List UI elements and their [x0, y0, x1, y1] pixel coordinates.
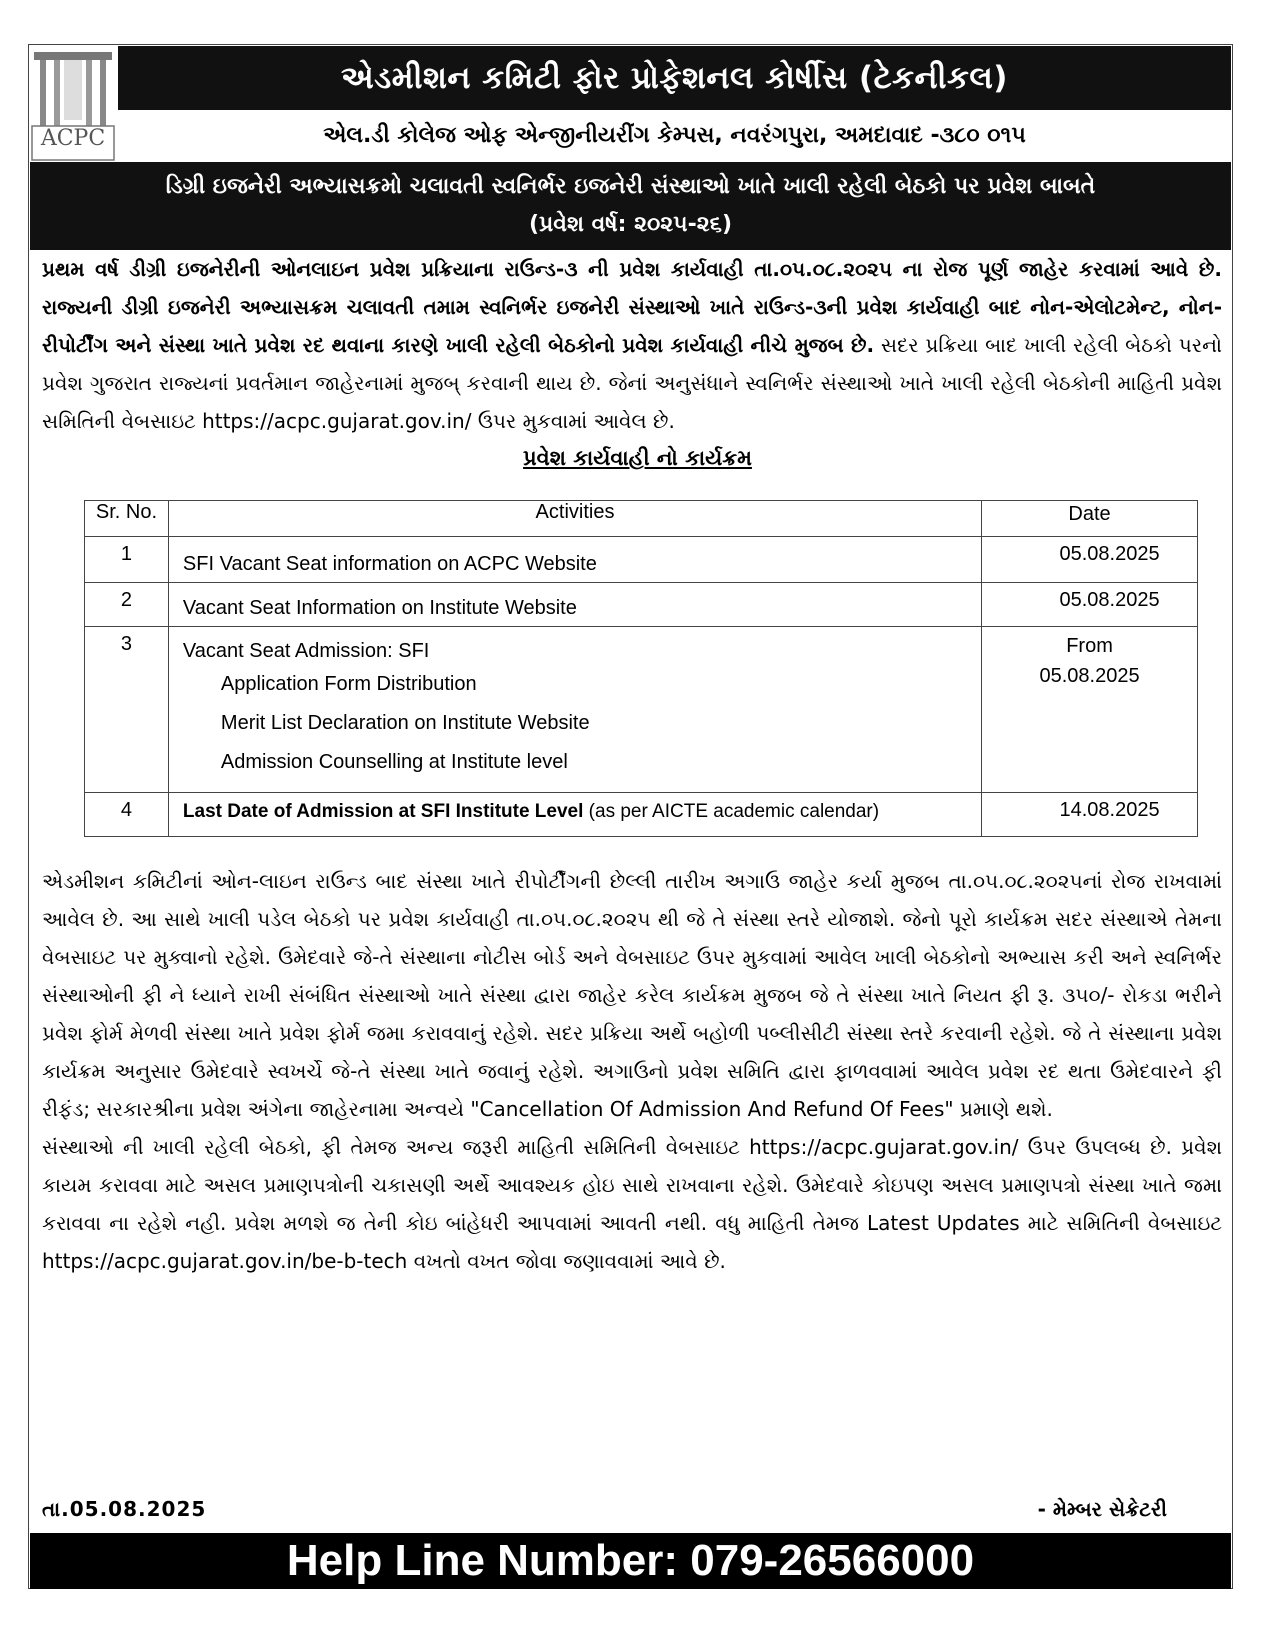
row-date: 05.08.2025 — [1059, 589, 1160, 611]
committee-address: એલ.ડી કોલેજ ઓફ એન્જીનીયરીંગ કેમ્પસ, નવરંગપુરા, અમદાવાદ -૩૮૦ ૦૧૫ — [323, 123, 1026, 148]
header-date: Date — [982, 501, 1198, 537]
helpline-banner: Help Line Number: 079-26566000 — [30, 1533, 1231, 1589]
sub-activity: Merit List Declaration on Institute Website — [220, 712, 590, 734]
row-sr: 4 — [120, 799, 133, 821]
row-activity: Vacant Seat Admission: SFI — [182, 640, 430, 662]
intro-paragraph — [42, 250, 1222, 440]
row-sr: 1 — [120, 543, 133, 565]
subject-banner — [30, 162, 1231, 250]
header-activities: Activities — [168, 501, 981, 537]
issue-date: તા.05.08.2025 — [42, 1497, 207, 1521]
row-activity: Last Date of Admission at SFI Institute Level — [182, 801, 584, 822]
table-row — [85, 793, 1198, 837]
table-row — [85, 627, 1198, 793]
table-row — [85, 583, 1198, 627]
committee-title: એડમીશન કમિટી ફોર પ્રોફેશનલ કોર્ષીસ (ટેકનીકલ) — [118, 46, 1231, 110]
schedule-table — [84, 500, 1198, 837]
signatory: - મેમ્બર સેક્રેટરી — [1037, 1497, 1167, 1521]
row-activity: SFI Vacant Seat information on ACPC Website — [182, 553, 597, 575]
row-sr: 2 — [120, 589, 133, 611]
table-row — [85, 537, 1198, 583]
intro-normal-text: સદર પ્રક્રિયા બાદ ખાલી રહેલી બેઠકો પરનો પ્રવેશ ગુજરાત રાજ્યનાં પ્રવર્તમાન જાહેરનામાં મુજબ્ કરવાની થાય છે. જેનાં અનુસંધાને સ્વનિર્ભર સંસ્થાઓ ખાતે ખાલી રહેલી બેઠકોની માહિતી પ્રવેશ સમિતિની વેબસાઇટ https://acpc.gujarat.gov.in/ ઉપર મુકવામાં આવેલ છે. — [42, 333, 1222, 433]
subject-line: ડિગ્રી ઇજનેરી અભ્યાસક્રમો ચલાવતી સ્વનિર્ભર ઇજનેરી સંસ્થાઓ ખાતે ખાલી રહેલી બેઠકો પર પ્રવેશ બાબતે — [165, 174, 1096, 199]
body-text — [42, 862, 1222, 1280]
sub-activity: Admission Counselling at Institute level — [220, 751, 568, 773]
row-date: 14.08.2025 — [1059, 799, 1160, 821]
acpc-logo — [30, 46, 116, 162]
body-paragraph-1: એડમીશન કમિટીનાં ઓન-લાઇન રાઉન્ડ બાદ સંસ્થા ખાતે રીપોર્ટીંગની છેલ્લી તારીખ અગાઉ જાહેર કર્યા મુજબ તા.૦૫.૦૮.૨૦૨૫નાં રોજ રાખવામાં આવેલ છે. આ સાથે ખાલી પડેલ બેઠકો પર પ્રવેશ કાર્યવાહી તા.૦૫.૦૮.૨૦૨૫ થી જે તે સંસ્થા સ્તરે યોજાશે. જેનો પૂરો કાર્યક્રમ સદર સંસ્થાએ તેમના વેબસાઇટ પર મુક્વાનો રહેશે. ઉમેદવારે જે-તે સંસ્થાના નોટીસ બોર્ડ અને વેબસાઇટ ઉપર મુકવામાં આવેલ ખાલી બેઠકોનો અભ્યાસ કરી અને સ્વનિર્ભર સંસ્થાઓની ફી ને ધ્યાને રાખી સંબંધિત સંસ્થાઓ ખાતે સંસ્થા દ્વારા જાહેર કરેલ કાર્યક્રમ મુજબ જે તે સંસ્થા ખાતે નિયત ફી રૂ. ૩૫૦/- રોકડા ભરીને પ્રવેશ ફોર્મ મેળવી સંસ્થા ખાતે પ્રવેશ ફોર્મ જમા કરાવવાનું રહેશે. સદર પ્રક્રિયા અર્થે બહોળી પબ્લીસીટી સંસ્થા સ્તરે કરવાની રહેશે. જે તે સંસ્થાના પ્રવેશ કાર્યક્રમ અનુસાર ઉમેદવારે સ્વખર્ચે જે-તે સંસ્થા ખાતે જવાનું રહેશે. અગાઉનો પ્રવેશ સમિતિ દ્વારા ફાળવવામાં આવેલ પ્રવેશ રદ થતા ઉમેદવારને ફી રીફંડ; સરકારશ્રીના પ્રવેશ અંગેના જાહેરનામા અન્વયે "Cancellation Of Admission And Refund Of Fees" પ્રમાણે થશે. — [42, 869, 1222, 1121]
table-header-row — [85, 501, 1198, 537]
admission-year: (પ્રવેશ વર્ષ: ૨૦૨૫-૨૬) — [528, 212, 733, 237]
sub-activity: Application Form Distribution — [220, 673, 477, 695]
body-paragraph-2: સંસ્થાઓ ની ખાલી રહેલી બેઠકો, ફી તેમજ અન્ય જરૂરી માહિતી સમિતિની વેબસાઇટ https://acpc.gujarat.gov.in/ ઉપર ઉપલબ્ધ છે. પ્રવેશ કાયમ કરાવવા માટે અસલ પ્રમાણપત્રોની ચકાસણી અર્થે આવશ્યક હોઇ સાથે રાખવાના રહેશે. ઉમેદવારે કોઇપણ અસલ પ્રમાણપત્રો સંસ્થા ખાતે જમા કરાવવા ના રહેશે નહી. પ્રવેશ મળશે જ તેની કોઇ બાંહેધરી આપવામાં આવતી નથી. વધુ માહિતી તેમજ Latest Updates માટે સમિતિની વેબસાઇટ https://acpc.gujarat.gov.in/be-b-tech વખતો વખત જોવા જણાવવામાં આવે છે. — [42, 1135, 1223, 1273]
date-prefix: From — [1066, 635, 1113, 657]
schedule-title: પ્રવેશ કાર્યવાહી નો કાર્યક્રમ — [523, 446, 752, 470]
logo-text: ACPC — [40, 126, 106, 151]
row-date: 05.08.2025 — [1039, 665, 1140, 687]
row-date: 05.08.2025 — [1059, 543, 1160, 565]
header-sr-no: Sr. No. — [85, 501, 169, 537]
row-activity: Vacant Seat Information on Institute Website — [182, 597, 577, 619]
intro-bold-text: પ્રથમ વર્ષ ડીગ્રી ઇજનેરીની ઓનલાઇન પ્રવેશ પ્રક્રિયાના રાઉન્ડ-૩ ની પ્રવેશ કાર્યવાહી તા.૦૫.૦૮.૨૦૨૫ ના રોજ પૂર્ણ જાહેર કરવામાં આવે છે. રાજ્યની ડીગ્રી ઇજનેરી અભ્યાસક્રમ ચલાવતી તમામ સ્વનિર્ભર ઇજનેરી સંસ્થાઓ ખાતે રાઉન્ડ-૩ની પ્રવેશ કાર્યવાહી બાદ નોન-એલોટમેન્ટ, નોન-રીપોર્ટીંગ અને સંસ્થા ખાતે પ્રવેશ રદ થવાના કારણે ખાલી રહેલી બેઠકોનો પ્રવેશ કાર્યવાહી નીચે મુજબ છે. — [42, 257, 1222, 357]
row-activity-note: (as per AICTE academic calendar) — [583, 801, 880, 822]
row-sr: 3 — [120, 633, 133, 655]
